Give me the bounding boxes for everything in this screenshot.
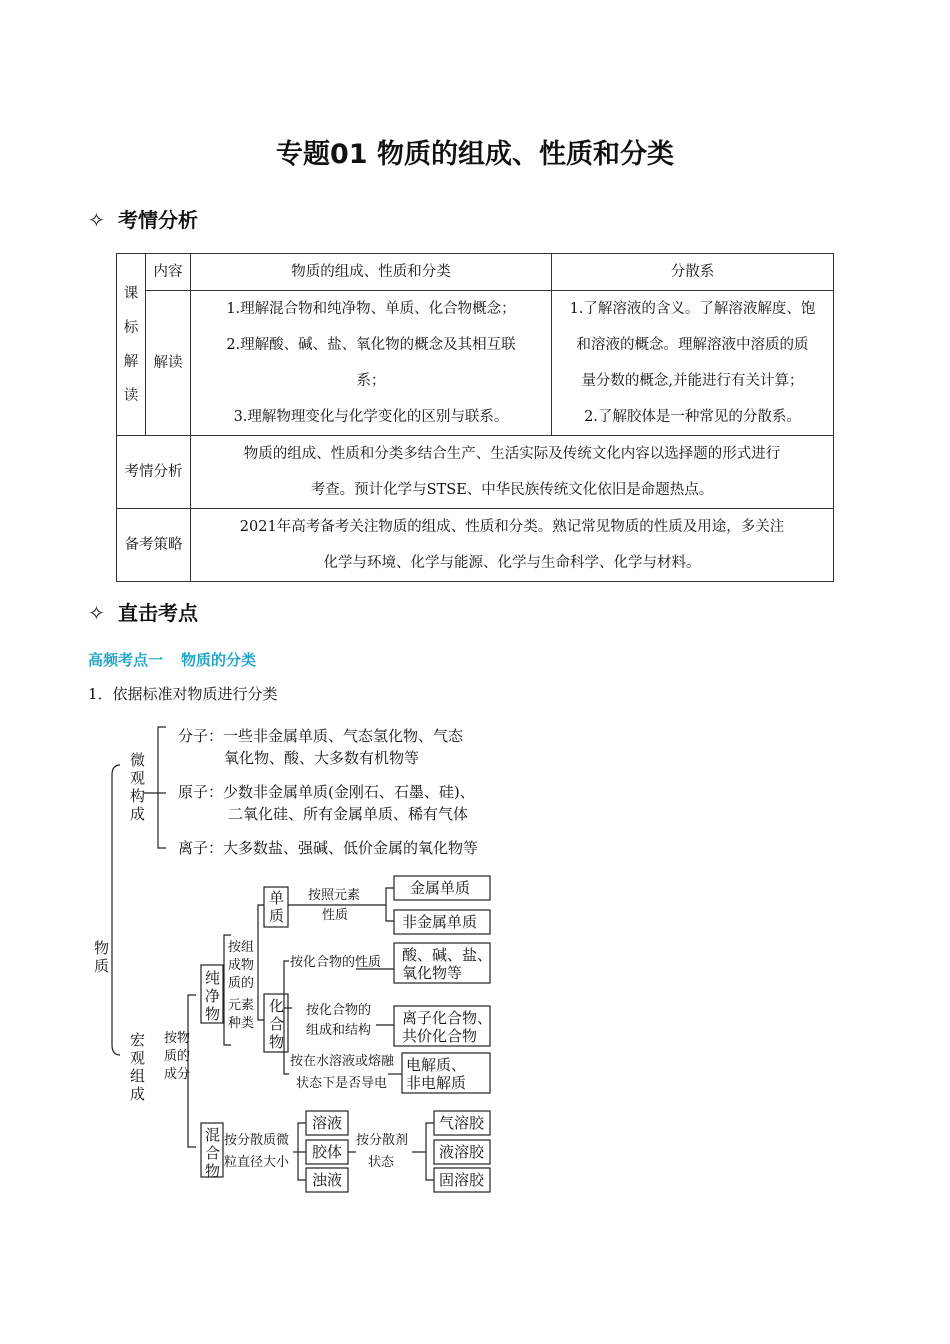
lizihua-box: 离子化合物、 (402, 1009, 493, 1027)
neirong-cell: 内容 (146, 254, 191, 291)
jiedu-cell: 解读 (146, 291, 191, 436)
feijinshu-box: 非金属单质 (402, 913, 478, 931)
lizi-line: 离子：大多数盐、强碱、低价金属的氧化物等 (178, 839, 479, 857)
fenzi-line: 氧化物、酸、大多数有机物等 (224, 749, 420, 767)
dianjiezhi-box: 电解质、 (406, 1056, 467, 1074)
section-title: 直击考点 (118, 601, 198, 625)
section-heading-analysis (88, 204, 198, 233)
rongye-box: 溶液 (312, 1114, 343, 1132)
an-zucheng: 元素 (228, 998, 255, 1013)
huahewu-box: 合 (269, 1015, 285, 1033)
jiaoti-box: 胶体 (312, 1143, 343, 1161)
danzhi-box: 单 (269, 889, 285, 907)
root-char: 物 (94, 939, 110, 957)
root-char: 质 (94, 957, 110, 975)
an-wuzhi: 成分 (164, 1067, 191, 1082)
an-jiegou: 组成和结构 (306, 1023, 372, 1038)
jinshu-box: 金属单质 (410, 879, 471, 897)
an-zucheng: 质的 (228, 976, 255, 991)
hunhewu-box: 物 (205, 1162, 221, 1180)
high-freq-topic: 物质的分类 (181, 651, 257, 669)
col1-content: 1.理解混合物和纯净物、单质、化合物概念； 2.理解酸、碱、盐、氧化物的概念及其相互联 系； 3.理解物理变化与化学变化的区别与联系。 (191, 291, 552, 436)
suanjian-box: 酸、碱、盐、 (402, 946, 493, 964)
classification-tree (86, 715, 506, 1195)
yuanzi-line: 二氧化硅、所有金属单质、稀有气体 (228, 805, 469, 823)
analysis-table (116, 253, 834, 582)
col1-header: 物质的组成、性质和分类 (191, 254, 552, 291)
danzhi-box: 质 (269, 907, 285, 925)
col2-content: 1.了解溶液的含义。了解溶液解度、饱 和溶液的概念。理解溶液中溶质的质 量分数的概念,并能进行有关计算； 2.了解胶体是一种常见的分散系。 (552, 291, 834, 436)
hunhewu-box: 混 (205, 1126, 221, 1144)
hunhewu-box: 合 (205, 1144, 221, 1162)
an-jiegou: 按化合物的 (306, 1003, 372, 1018)
zhuoye-box: 浊液 (312, 1171, 343, 1189)
high-freq-label: 高频考点一 (88, 651, 164, 669)
macro-char: 宏 (130, 1031, 146, 1049)
yuanzi-line: 原子：少数非金属单质(金刚石、石墨、硅)、 (178, 783, 475, 801)
kebiao-cell: 课 标 解 读 (117, 254, 146, 436)
col2-header: 分散系 (552, 254, 834, 291)
an-wuzhi: 质的 (164, 1049, 191, 1064)
yerongjiao-box: 液溶胶 (439, 1143, 485, 1161)
chunjingwu-box: 物 (205, 1005, 221, 1023)
kaoqing-content: 物质的组成、性质和分类多结合生产、生活实际及传统文化内容以选择题的形式进行 考查。预计化学与STSE、中华民族传统文化依旧是命题热点。 (191, 436, 834, 509)
an-xingzhi: 按化合物的性质 (290, 955, 382, 970)
huahewu-box: 物 (269, 1033, 285, 1051)
page-title: 专题01 物质的组成、性质和分类 (276, 139, 674, 170)
diamond-sparkle-icon: ✧ (88, 601, 105, 625)
gurongjiao-box: 固溶胶 (439, 1171, 485, 1189)
dianjiezhi-box: 非电解质 (406, 1074, 467, 1092)
macro-char: 观 (130, 1049, 146, 1067)
high-freq-heading (88, 649, 256, 670)
an-yuansu: 按照元素 (308, 888, 361, 903)
an-fensanji: 按分散剂 (356, 1133, 409, 1148)
beikao-content: 2021年高考备考关注物质的组成、性质和分类。熟记常见物质的性质及用途，多关注 化学与环境、化学与能源、化学与生命科学、化学与材料。 (191, 509, 834, 582)
an-daodian: 按在水溶液或熔融 (290, 1054, 395, 1069)
chunjingwu-box: 净 (205, 987, 221, 1005)
fenzi-line: 分子：一些非金属单质、气态氢化物、气态 (178, 727, 464, 745)
an-daodian: 状态下是否导电 (296, 1076, 388, 1091)
lizihua-box: 共价化合物 (402, 1027, 478, 1045)
micro-char: 成 (130, 805, 146, 823)
kaoqing-label: 考情分析 (117, 436, 191, 509)
section-title: 考情分析 (118, 208, 198, 232)
diamond-sparkle-icon: ✧ (88, 208, 105, 232)
macro-char: 成 (130, 1085, 146, 1103)
micro-char: 微 (130, 751, 146, 769)
an-lijing: 按分散质微 (224, 1133, 290, 1148)
chunjingwu-box: 纯 (205, 969, 221, 987)
an-yuansu: 性质 (322, 908, 349, 923)
huahewu-box: 化 (269, 997, 285, 1015)
micro-char: 观 (130, 769, 146, 787)
an-zucheng: 种类 (228, 1016, 255, 1031)
suanjian-box: 氧化物等 (402, 964, 463, 982)
an-wuzhi: 按物 (164, 1031, 191, 1046)
subheading: 1．依据标准对物质进行分类 (88, 685, 278, 703)
beikao-label: 备考策略 (117, 509, 191, 582)
an-fensanji: 状态 (368, 1155, 395, 1170)
an-zucheng: 按组 (228, 940, 255, 955)
an-lijing: 粒直径大小 (224, 1155, 290, 1170)
section-heading-points (88, 597, 198, 626)
an-zucheng: 成物 (228, 958, 255, 973)
macro-char: 组 (130, 1067, 146, 1085)
micro-char: 构 (130, 787, 146, 805)
qirongjiao-box: 气溶胶 (439, 1114, 485, 1132)
